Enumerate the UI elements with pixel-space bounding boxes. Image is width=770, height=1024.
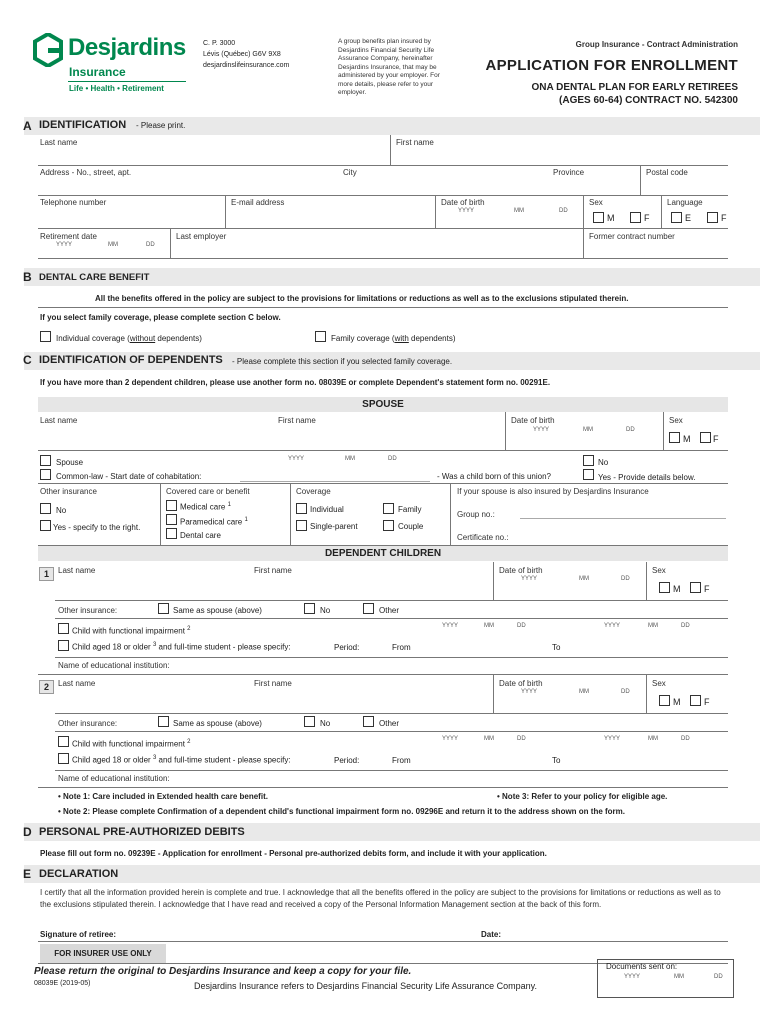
child-born-label: - Was a child born of this union?: [437, 472, 551, 481]
coverage-individual-checkbox[interactable]: [296, 503, 307, 514]
dental-care-label: Dental care: [180, 531, 221, 540]
sex-m-label: M: [607, 213, 615, 223]
spouse-insured-label: If your spouse is also insured by Desjardins Insurance: [457, 487, 649, 496]
child-dob-yyyy: YYYY: [521, 689, 538, 695]
child-sex-label: Sex: [652, 679, 666, 688]
language-label: Language: [667, 198, 703, 207]
student-checkbox[interactable]: [58, 753, 69, 764]
to-dd: DD: [681, 623, 690, 629]
declaration-text: I certify that all the information provided herein is complete and true. I acknowledge that all the benefits offered in the policy are subject to the provisions for limitations or reductions as well as to the exclusions stipulated therein. I acknowledge that I have read and received a copy of the Personal Information Management section at the back of this form.: [40, 888, 721, 909]
spouse-other-insurance-label: Other insurance: [40, 487, 97, 496]
form-subtitle-2: (AGES 60-64) CONTRACT NO. 542300: [559, 95, 738, 106]
last-name-label: Last name: [40, 138, 78, 147]
child-ins-other-checkbox[interactable]: [363, 716, 374, 727]
child-number: 2: [39, 680, 54, 694]
child-dob-dd: DD: [621, 689, 630, 695]
section-a-hint: - Please print.: [136, 121, 186, 130]
child-dob-label: Date of birth: [499, 566, 543, 575]
child-sex-f-checkbox[interactable]: [690, 695, 701, 706]
documents-sent-box: [597, 959, 734, 998]
period-label: Period:: [334, 756, 360, 765]
child-sex-label: Sex: [652, 566, 666, 575]
more-children-note: If you have more than 2 dependent children, please use another form no. 08039E or complete Dependent's statement form no. 00291E.: [40, 378, 551, 387]
dependent-child-2: [0, 674, 770, 786]
retirement-yyyy: YYYY: [56, 242, 73, 248]
retirement-mm: MM: [108, 242, 118, 248]
address-line-1: C. P. 3000: [203, 40, 236, 47]
same-as-spouse-label: Same as spouse (above): [173, 606, 262, 615]
spouse-sex-f-checkbox[interactable]: [700, 432, 711, 443]
child-born-yes-label: Yes - Provide details below.: [598, 473, 696, 482]
spouse-sex-f-label: F: [713, 434, 719, 444]
telephone-label: Telephone number: [40, 198, 107, 207]
same-as-spouse-checkbox[interactable]: [158, 603, 169, 614]
child-born-no-label: No: [598, 458, 609, 467]
paramedical-care-label: Paramedical care $^1$: [180, 517, 248, 527]
coverage-single-parent-checkbox[interactable]: [296, 520, 307, 531]
child-other-insurance-label: Other insurance:: [58, 719, 118, 728]
address-label: Address - No., street, apt.: [40, 168, 132, 177]
last-employer-label: Last employer: [176, 232, 227, 241]
docs-yyyy: YYYY: [624, 974, 641, 980]
child-ins-other-label: Other: [379, 719, 400, 728]
signature-label: Signature of retiree:: [40, 930, 117, 939]
note-3: • Note 3: Refer to your policy for eligible age.: [497, 792, 668, 801]
coverage-family-checkbox[interactable]: [383, 503, 394, 514]
dependents-band: DEPENDENT CHILDREN: [38, 546, 728, 561]
to-label: To: [552, 643, 561, 652]
language-e-label: E: [685, 213, 692, 223]
medical-care-checkbox[interactable]: [166, 500, 177, 511]
section-b-title: DENTAL CARE BENEFIT: [39, 272, 150, 283]
child-first-name-label: First name: [254, 679, 292, 688]
spouse-sex-m-checkbox[interactable]: [669, 432, 680, 443]
from-mm: MM: [484, 736, 494, 742]
child-ins-no-label: No: [320, 606, 331, 615]
child-other-insurance-label: Other insurance:: [58, 606, 118, 615]
spouse-option-label: Spouse: [56, 458, 84, 467]
child-dob-mm: MM: [579, 576, 589, 582]
former-contract-label: Former contract number: [589, 232, 675, 241]
dental-care-checkbox[interactable]: [166, 528, 177, 539]
section-e-title: DECLARATION: [39, 868, 119, 880]
form-title: APPLICATION FOR ENROLLMENT: [485, 57, 738, 74]
cohab-dd: DD: [388, 456, 397, 462]
refers-note: Desjardins Insurance refers to Desjardins Financial Security Life Assurance Company.: [194, 981, 537, 991]
section-a-letter: A: [23, 119, 32, 133]
brand-name: Desjardins: [68, 34, 186, 61]
child-ins-no-checkbox[interactable]: [304, 603, 315, 614]
from-dd: DD: [517, 623, 526, 629]
language-f-checkbox[interactable]: [707, 212, 718, 223]
to-mm: MM: [648, 736, 658, 742]
return-note: Please return the original to Desjardins Insurance and keep a copy for your file.: [34, 966, 412, 977]
from-mm: MM: [484, 623, 494, 629]
functional-impairment-label: Child with functional impairment $^2$: [72, 626, 191, 636]
spouse-band: SPOUSE: [38, 397, 728, 412]
spouse-checkbox[interactable]: [40, 455, 51, 466]
spouse-dob-label: Date of birth: [511, 416, 555, 425]
student-label: Child aged 18 or older $^3$ and full-time student - please specify:: [72, 642, 291, 652]
section-b-letter: B: [23, 270, 32, 284]
child-sex-m-checkbox[interactable]: [659, 582, 670, 593]
covered-care-label: Covered care or benefit: [166, 487, 250, 496]
note-1: • Note 1: Care included in Extended health care benefit.: [58, 792, 268, 801]
coverage-label: Coverage: [296, 487, 331, 496]
to-mm: MM: [648, 623, 658, 629]
section-d-letter: D: [23, 825, 32, 839]
to-label: To: [552, 756, 561, 765]
language-e-checkbox[interactable]: [671, 212, 682, 223]
student-checkbox[interactable]: [58, 640, 69, 651]
common-law-checkbox[interactable]: [40, 469, 51, 480]
spouse-sex-m-label: M: [683, 434, 691, 444]
child-first-name-label: First name: [254, 566, 292, 575]
retirement-dd: DD: [146, 242, 155, 248]
first-name-label: First name: [396, 138, 434, 147]
language-f-label: F: [721, 213, 727, 223]
retirement-date-label: Retirement date: [40, 232, 97, 241]
certificate-no-label: Certificate no.:: [457, 533, 509, 542]
benefits-note: All the benefits offered in the policy are subject to the provisions for limitations or reductions as well as to the exclusions stipulated therein.: [95, 294, 629, 303]
individual-coverage-checkbox[interactable]: [40, 331, 51, 342]
child-sex-m-label: M: [673, 697, 681, 707]
note-2: • Note 2: Please complete Confirmation of a dependent child's functional impairment form no. 09296E and return it to the address shown on the form.: [58, 807, 626, 816]
child-sex-f-label: F: [704, 584, 710, 594]
spouse-ins-no-label: No: [56, 506, 67, 515]
brand-tagline: Life • Health • Retirement: [69, 84, 164, 93]
to-yyyy: YYYY: [604, 736, 621, 742]
to-dd: DD: [681, 736, 690, 742]
student-label: Child aged 18 or older $^3$ and full-time student - please specify:: [72, 755, 291, 765]
documents-sent-label: Documents sent on:: [606, 962, 678, 971]
spouse-ins-no-checkbox[interactable]: [40, 503, 51, 514]
from-yyyy: YYYY: [442, 623, 459, 629]
sex-m-checkbox[interactable]: [593, 212, 604, 223]
child-last-name-label: Last name: [58, 566, 96, 575]
functional-impairment-label: Child with functional impairment $^2$: [72, 739, 191, 749]
email-label: E-mail address: [231, 198, 285, 207]
functional-impairment-checkbox[interactable]: [58, 623, 69, 634]
coverage-couple-label: Couple: [398, 522, 424, 531]
period-label: Period:: [334, 643, 360, 652]
section-a-title: IDENTIFICATION: [39, 119, 127, 131]
dob-yyyy: YYYY: [458, 208, 475, 214]
spouse-first-name-label: First name: [278, 416, 316, 425]
to-yyyy: YYYY: [604, 623, 621, 629]
spouse-sex-label: Sex: [669, 416, 683, 425]
school-label: Name of educational institution:: [58, 661, 170, 670]
spouse-dob-dd: DD: [626, 427, 635, 433]
child-dob-dd: DD: [621, 576, 630, 582]
spouse-dob-mm: MM: [583, 427, 593, 433]
dob-mm: MM: [514, 208, 524, 214]
sex-f-checkbox[interactable]: [630, 212, 641, 223]
group-no-label: Group no.:: [457, 510, 495, 519]
child-ins-no-label: No: [320, 719, 331, 728]
family-coverage-label: Family coverage (with dependents): [331, 334, 456, 343]
section-c-hint: - Please complete this section if you selected family coverage.: [232, 357, 453, 366]
same-as-spouse-label: Same as spouse (above): [173, 719, 262, 728]
child-ins-no-checkbox[interactable]: [304, 716, 315, 727]
desjardins-logo: [33, 33, 63, 67]
child-sex-f-label: F: [704, 697, 710, 707]
individual-coverage-label: Individual coverage (without dependents): [56, 334, 202, 343]
child-sex-m-label: M: [673, 584, 681, 594]
sex-label: Sex: [589, 198, 603, 207]
from-label: From: [392, 643, 411, 652]
coverage-couple-checkbox[interactable]: [383, 520, 394, 531]
child-sex-f-checkbox[interactable]: [690, 582, 701, 593]
spouse-ins-yes-label: Yes - specify to the right.: [53, 523, 141, 532]
form-subtitle-1: ONA DENTAL PLAN FOR EARLY RETIREES: [531, 82, 738, 93]
same-as-spouse-checkbox[interactable]: [158, 716, 169, 727]
cohab-yyyy: YYYY: [288, 456, 305, 462]
child-number: 1: [39, 567, 54, 581]
address-line-2: Lévis (Québec) G6V 9X8: [203, 51, 281, 58]
insurer-use-label: FOR INSURER USE ONLY: [40, 944, 166, 963]
section-d-title: PERSONAL PRE-AUTHORIZED DEBITS: [39, 826, 245, 838]
dob-dd: DD: [559, 208, 568, 214]
docs-mm: MM: [674, 974, 684, 980]
from-yyyy: YYYY: [442, 736, 459, 742]
coverage-individual-label: Individual: [310, 505, 344, 514]
paramedical-care-checkbox[interactable]: [166, 514, 177, 525]
form-number: 08039E (2019-05): [34, 980, 91, 987]
school-label: Name of educational institution:: [58, 774, 170, 783]
cohab-mm: MM: [345, 456, 355, 462]
from-dd: DD: [517, 736, 526, 742]
family-coverage-note: If you select family coverage, please complete section C below.: [40, 313, 281, 322]
city-label: City: [343, 168, 357, 177]
plan-notice: A group benefits plan insured by Desjardins Financial Security Life Assurance Company, hereinafter Desjardins Insurance, that may be administered by your employer. For more details, please refer to your employer.: [338, 38, 440, 96]
postal-code-label: Postal code: [646, 168, 688, 177]
spouse-last-name-label: Last name: [40, 416, 78, 425]
functional-impairment-checkbox[interactable]: [58, 736, 69, 747]
coverage-single-parent-label: Single-parent: [310, 522, 358, 531]
section-e-letter: E: [23, 867, 32, 881]
spouse-ins-yes-checkbox[interactable]: [40, 520, 51, 531]
child-last-name-label: Last name: [58, 679, 96, 688]
dependent-child-1: [0, 561, 770, 673]
child-dob-mm: MM: [579, 689, 589, 695]
dob-label: Date of birth: [441, 198, 485, 207]
medical-care-label: Medical care $^1$: [180, 502, 231, 512]
child-born-no-checkbox[interactable]: [583, 455, 594, 466]
province-label: Province: [553, 168, 585, 177]
coverage-family-label: Family: [398, 505, 422, 514]
child-born-yes-checkbox[interactable]: [583, 469, 594, 480]
from-label: From: [392, 756, 411, 765]
child-dob-yyyy: YYYY: [521, 576, 538, 582]
child-dob-label: Date of birth: [499, 679, 543, 688]
date-label: Date:: [481, 930, 502, 939]
section-c-title: IDENTIFICATION OF DEPENDENTS: [39, 354, 223, 366]
child-ins-other-checkbox[interactable]: [363, 603, 374, 614]
spouse-dob-yyyy: YYYY: [533, 427, 550, 433]
child-sex-m-checkbox[interactable]: [659, 695, 670, 706]
brand-sub: Insurance: [69, 65, 126, 79]
family-coverage-checkbox[interactable]: [315, 331, 326, 342]
pad-note: Please fill out form no. 09239E - Application for enrollment - Personal pre-authorized debits form, and include it with your application.: [40, 849, 547, 858]
sex-f-label: F: [644, 213, 650, 223]
address-line-3: desjardinslifeinsurance.com: [203, 62, 290, 69]
department: Group Insurance - Contract Administration: [575, 40, 738, 49]
section-c-letter: C: [23, 353, 32, 367]
child-ins-other-label: Other: [379, 606, 400, 615]
docs-dd: DD: [714, 974, 723, 980]
common-law-label: Common-law - Start date of cohabitation:: [56, 472, 202, 481]
